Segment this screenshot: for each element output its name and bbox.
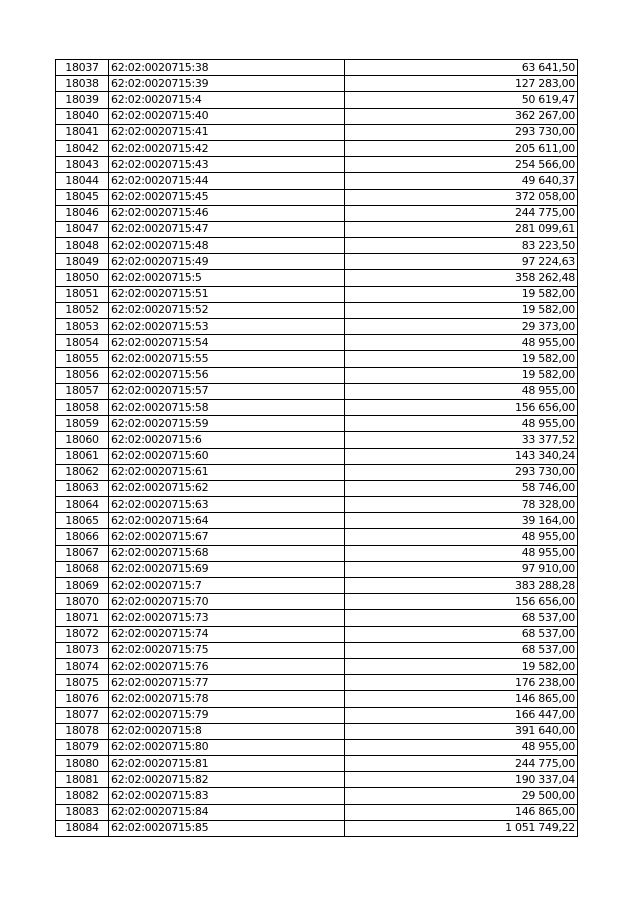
row-number-cell: 18082 [56,788,109,804]
table-row [56,254,578,270]
table-row [56,626,578,642]
cadastral-value-cell: 244 775,00 [345,205,578,221]
cadastral-value-cell: 48 955,00 [345,545,578,561]
table-row [56,723,578,739]
table-row [56,173,578,189]
cadastral-number-cell: 62:02:0020715:79 [109,707,345,723]
cadastral-value-cell: 1 051 749,22 [345,820,578,836]
cadastral-number-cell: 62:02:0020715:70 [109,594,345,610]
table-row [56,513,578,529]
row-number-cell: 18050 [56,270,109,286]
table-body [56,60,578,837]
cadastral-value-cell: 362 267,00 [345,108,578,124]
table-row [56,658,578,674]
table-row [56,464,578,480]
cadastral-number-cell: 62:02:0020715:75 [109,642,345,658]
row-number-cell: 18068 [56,561,109,577]
cadastral-value-cell: 48 955,00 [345,529,578,545]
cadastral-number-cell: 62:02:0020715:60 [109,448,345,464]
row-number-cell: 18076 [56,691,109,707]
table-row [56,383,578,399]
cadastral-number-cell: 62:02:0020715:48 [109,238,345,254]
row-number-cell: 18055 [56,351,109,367]
row-number-cell: 18066 [56,529,109,545]
table-row [56,221,578,237]
cadastral-number-cell: 62:02:0020715:64 [109,513,345,529]
table-row [56,238,578,254]
cadastral-value-cell: 281 099,61 [345,221,578,237]
cadastral-number-cell: 62:02:0020715:82 [109,772,345,788]
table-row [56,157,578,173]
cadastral-number-cell: 62:02:0020715:49 [109,254,345,270]
cadastral-value-cell: 358 262,48 [345,270,578,286]
cadastral-value-table [55,59,578,837]
table-row [56,367,578,383]
table-row [56,60,578,76]
table-row [56,92,578,108]
cadastral-value-cell: 78 328,00 [345,497,578,513]
cadastral-value-cell: 68 537,00 [345,642,578,658]
cadastral-value-cell: 19 582,00 [345,367,578,383]
cadastral-number-cell: 62:02:0020715:45 [109,189,345,205]
cadastral-value-cell: 48 955,00 [345,335,578,351]
row-number-cell: 18073 [56,642,109,658]
table-row [56,756,578,772]
cadastral-number-cell: 62:02:0020715:73 [109,610,345,626]
table-row [56,529,578,545]
cadastral-number-cell: 62:02:0020715:67 [109,529,345,545]
cadastral-number-cell: 62:02:0020715:62 [109,480,345,496]
cadastral-number-cell: 62:02:0020715:39 [109,76,345,92]
table-row [56,804,578,820]
table-row [56,108,578,124]
cadastral-value-cell: 48 955,00 [345,739,578,755]
cadastral-value-cell: 29 500,00 [345,788,578,804]
cadastral-number-cell: 62:02:0020715:68 [109,545,345,561]
row-number-cell: 18075 [56,675,109,691]
cadastral-value-cell: 97 910,00 [345,561,578,577]
cadastral-value-cell: 29 373,00 [345,319,578,335]
cadastral-value-cell: 156 656,00 [345,594,578,610]
row-number-cell: 18077 [56,707,109,723]
table-row [56,691,578,707]
row-number-cell: 18071 [56,610,109,626]
row-number-cell: 18081 [56,772,109,788]
cadastral-value-cell: 58 746,00 [345,480,578,496]
table-row [56,578,578,594]
cadastral-number-cell: 62:02:0020715:8 [109,723,345,739]
row-number-cell: 18054 [56,335,109,351]
table-row [56,140,578,156]
table-row [56,399,578,415]
cadastral-number-cell: 62:02:0020715:77 [109,675,345,691]
cadastral-number-cell: 62:02:0020715:41 [109,124,345,140]
cadastral-number-cell: 62:02:0020715:80 [109,739,345,755]
table-row [56,610,578,626]
cadastral-value-cell: 176 238,00 [345,675,578,691]
cadastral-number-cell: 62:02:0020715:5 [109,270,345,286]
cadastral-value-cell: 293 730,00 [345,124,578,140]
cadastral-number-cell: 62:02:0020715:59 [109,416,345,432]
cadastral-number-cell: 62:02:0020715:47 [109,221,345,237]
cadastral-number-cell: 62:02:0020715:78 [109,691,345,707]
cadastral-value-cell: 68 537,00 [345,626,578,642]
table-row [56,432,578,448]
cadastral-number-cell: 62:02:0020715:55 [109,351,345,367]
row-number-cell: 18065 [56,513,109,529]
row-number-cell: 18041 [56,124,109,140]
cadastral-value-cell: 50 619,47 [345,92,578,108]
cadastral-number-cell: 62:02:0020715:74 [109,626,345,642]
row-number-cell: 18078 [56,723,109,739]
cadastral-value-cell: 19 582,00 [345,351,578,367]
row-number-cell: 18084 [56,820,109,836]
table-row [56,707,578,723]
table-row [56,820,578,836]
row-number-cell: 18069 [56,578,109,594]
row-number-cell: 18043 [56,157,109,173]
cadastral-value-cell: 97 224,63 [345,254,578,270]
cadastral-value-cell: 391 640,00 [345,723,578,739]
row-number-cell: 18062 [56,464,109,480]
cadastral-number-cell: 62:02:0020715:63 [109,497,345,513]
row-number-cell: 18045 [56,189,109,205]
cadastral-number-cell: 62:02:0020715:38 [109,60,345,76]
cadastral-number-cell: 62:02:0020715:44 [109,173,345,189]
cadastral-number-cell: 62:02:0020715:76 [109,658,345,674]
table-row [56,416,578,432]
cadastral-number-cell: 62:02:0020715:58 [109,399,345,415]
cadastral-value-cell: 293 730,00 [345,464,578,480]
cadastral-value-cell: 49 640,37 [345,173,578,189]
row-number-cell: 18057 [56,383,109,399]
cadastral-number-cell: 62:02:0020715:40 [109,108,345,124]
cadastral-number-cell: 62:02:0020715:85 [109,820,345,836]
table-row [56,124,578,140]
table-row [56,497,578,513]
cadastral-number-cell: 62:02:0020715:4 [109,92,345,108]
row-number-cell: 18058 [56,399,109,415]
row-number-cell: 18067 [56,545,109,561]
cadastral-number-cell: 62:02:0020715:56 [109,367,345,383]
table-row [56,335,578,351]
cadastral-number-cell: 62:02:0020715:51 [109,286,345,302]
row-number-cell: 18059 [56,416,109,432]
table-row [56,788,578,804]
cadastral-number-cell: 62:02:0020715:52 [109,302,345,318]
cadastral-number-cell: 62:02:0020715:84 [109,804,345,820]
table-row [56,642,578,658]
cadastral-value-cell: 48 955,00 [345,383,578,399]
row-number-cell: 18064 [56,497,109,513]
cadastral-value-cell: 19 582,00 [345,302,578,318]
row-number-cell: 18072 [56,626,109,642]
row-number-cell: 18070 [56,594,109,610]
row-number-cell: 18074 [56,658,109,674]
cadastral-value-cell: 127 283,00 [345,76,578,92]
row-number-cell: 18052 [56,302,109,318]
row-number-cell: 18039 [56,92,109,108]
row-number-cell: 18037 [56,60,109,76]
table-row [56,739,578,755]
cadastral-number-cell: 62:02:0020715:83 [109,788,345,804]
table-row [56,205,578,221]
cadastral-number-cell: 62:02:0020715:43 [109,157,345,173]
cadastral-value-cell: 146 865,00 [345,804,578,820]
cadastral-value-cell: 146 865,00 [345,691,578,707]
table-row [56,772,578,788]
table-row [56,302,578,318]
row-number-cell: 18042 [56,140,109,156]
row-number-cell: 18038 [56,76,109,92]
cadastral-value-cell: 143 340,24 [345,448,578,464]
row-number-cell: 18046 [56,205,109,221]
cadastral-value-cell: 68 537,00 [345,610,578,626]
cadastral-value-cell: 383 288,28 [345,578,578,594]
cadastral-value-cell: 33 377,52 [345,432,578,448]
cadastral-value-cell: 39 164,00 [345,513,578,529]
cadastral-value-cell: 19 582,00 [345,286,578,302]
cadastral-value-cell: 48 955,00 [345,416,578,432]
table-row [56,561,578,577]
row-number-cell: 18083 [56,804,109,820]
cadastral-value-cell: 254 566,00 [345,157,578,173]
row-number-cell: 18079 [56,739,109,755]
table-row [56,448,578,464]
cadastral-value-cell: 166 447,00 [345,707,578,723]
cadastral-value-cell: 156 656,00 [345,399,578,415]
cadastral-number-cell: 62:02:0020715:42 [109,140,345,156]
cadastral-value-cell: 19 582,00 [345,658,578,674]
cadastral-number-cell: 62:02:0020715:46 [109,205,345,221]
table-row [56,351,578,367]
table-row [56,594,578,610]
cadastral-value-cell: 63 641,50 [345,60,578,76]
row-number-cell: 18040 [56,108,109,124]
table-row [56,286,578,302]
cadastral-number-cell: 62:02:0020715:53 [109,319,345,335]
table-row [56,545,578,561]
table-row [56,189,578,205]
cadastral-number-cell: 62:02:0020715:69 [109,561,345,577]
row-number-cell: 18060 [56,432,109,448]
cadastral-number-cell: 62:02:0020715:6 [109,432,345,448]
row-number-cell: 18056 [56,367,109,383]
row-number-cell: 18044 [56,173,109,189]
table-row [56,675,578,691]
table-row [56,319,578,335]
cadastral-value-cell: 372 058,00 [345,189,578,205]
cadastral-value-cell: 244 775,00 [345,756,578,772]
cadastral-value-cell: 205 611,00 [345,140,578,156]
cadastral-number-cell: 62:02:0020715:81 [109,756,345,772]
row-number-cell: 18053 [56,319,109,335]
row-number-cell: 18051 [56,286,109,302]
row-number-cell: 18061 [56,448,109,464]
table-row [56,480,578,496]
row-number-cell: 18063 [56,480,109,496]
row-number-cell: 18080 [56,756,109,772]
row-number-cell: 18047 [56,221,109,237]
cadastral-number-cell: 62:02:0020715:57 [109,383,345,399]
table-row [56,76,578,92]
cadastral-number-cell: 62:02:0020715:54 [109,335,345,351]
row-number-cell: 18049 [56,254,109,270]
cadastral-number-cell: 62:02:0020715:7 [109,578,345,594]
cadastral-value-cell: 190 337,04 [345,772,578,788]
cadastral-value-cell: 83 223,50 [345,238,578,254]
row-number-cell: 18048 [56,238,109,254]
cadastral-number-cell: 62:02:0020715:61 [109,464,345,480]
table-row [56,270,578,286]
